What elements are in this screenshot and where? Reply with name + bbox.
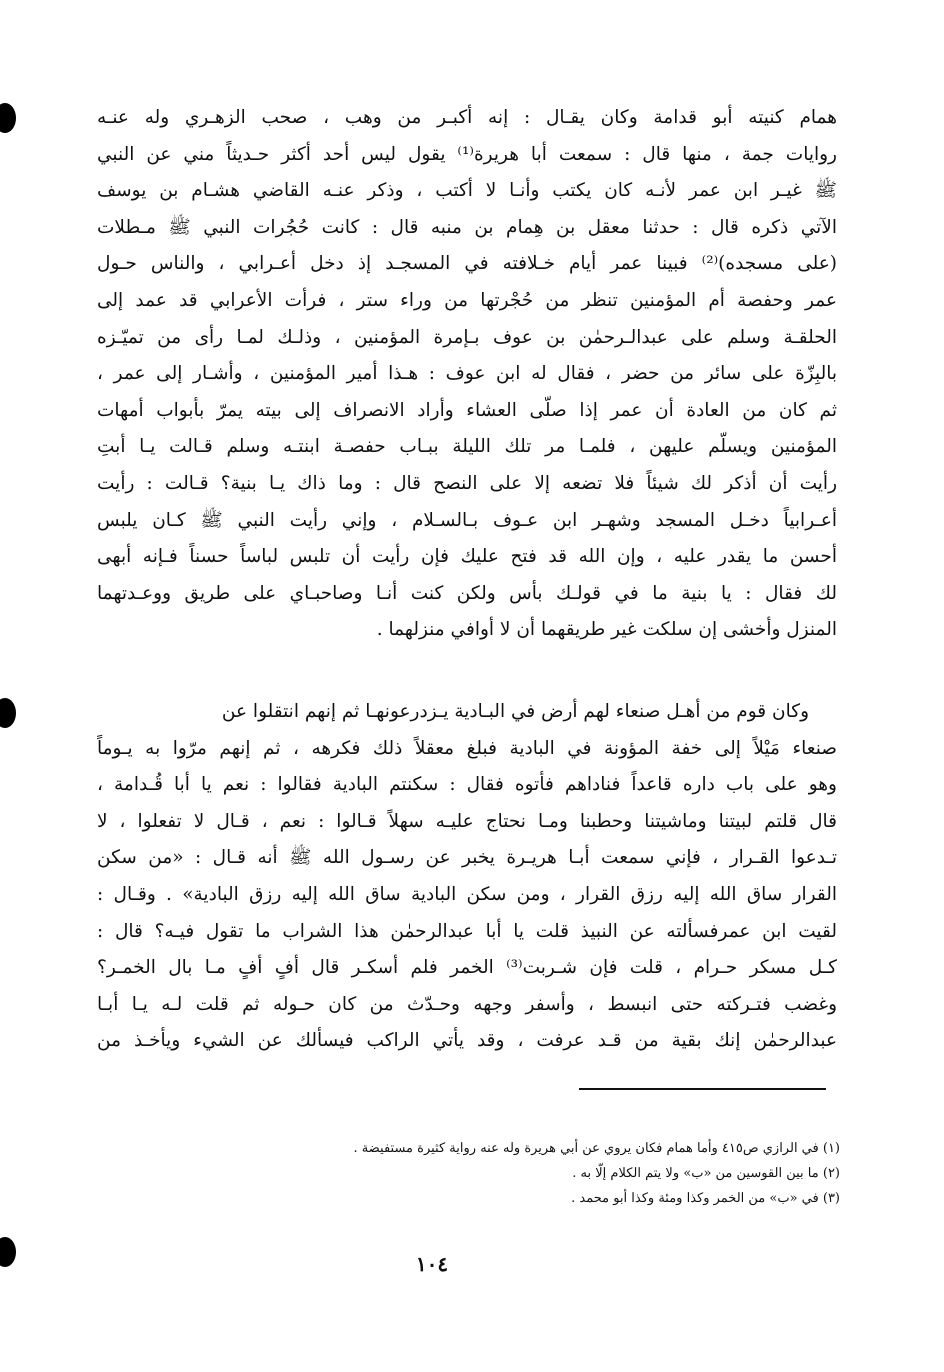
text-line: لك فقال : يا بنية ما في قولـك بأس ولكن كنت أنـا وصاحبـاي على طريق ووعـدتهما [97, 582, 837, 604]
text-line: الحلقـة وسلم على عبدالـرحمٰن بن عوف بـإمرة المؤمنين ، وذلـك لمـا رأى من تميّـزه [97, 326, 837, 348]
text-line: الآتي ذكره قال : حدثنا معقل بن هِمام بن منبه قال : كانت حُجُرات النبي ﷺ مـطلات [97, 216, 837, 238]
text-line: ثم كان من العادة أن عمر إذا صلّى العشاء وأراد الانصراف إلى بيته يمرّ بأبواب أمهات [97, 399, 837, 421]
text-line: قال قلتم لبيتنا وماشيتنا وحطبنا ومـا نحتاج عليـه سهلاً قـالوا : نعم ، قـال لا تفعلوا ، لا [97, 810, 837, 832]
text-line: المنزل وأخشى إن سلكت غير طريقهما أن لا أوافي منزلهما . [376, 619, 837, 641]
text-line: رأيت أن أذكر لك شيئاً فلا تضعه إلا على النصح قال : وما ذاك يـا بنية؟ قـالت : رأيت [97, 472, 837, 494]
text-line: همام كنيته أبو قدامة وكان يقـال : إنه أكبـر من وهب ، صحب الزهـري وله عنـه [97, 107, 837, 128]
text-line: عمر وحفصة أم المؤمنين تنظر من حُجْرتها من وراء ستر ، فرأت الأعرابي قد عمد إلى [97, 289, 837, 311]
punch-hole-mark [0, 103, 16, 133]
text-line: وهو على باب داره قاعداً فناداهم فأتوه فقال : سكنتم البادية فقالوا : نعم يا أبا قُـدامة ، [97, 774, 837, 796]
text-line: بالبِزّة على سائر من حضر ، فقال له ابن عوف : هـذا أمير المؤمنين ، وأشـار إلى عمر ، [97, 363, 837, 385]
text-line: أحسن ما يقدر عليه ، وإن الله قد فتح عليك فإن رأيت أن تلبس لباساً حسناً فـإنه أبهى [97, 546, 837, 568]
text-line: أعـرابياً دخـل المسجد وشهـر ابن عـوف بـالسـلام ، وإني رأيت النبي ﷺ كـان يلبس [97, 509, 837, 531]
paragraph-2 [97, 694, 837, 1060]
footnotes [353, 1136, 840, 1211]
text-line: صنعاء مَيْلاً إلى خفة المؤونة في البادية فبلغ معقلاً ذلك فكرهه ، ثم إنهم مرّوا به يـوماً [97, 737, 837, 759]
text-line: وكان قوم من أهـل صنعاء لهم أرض في البـادية يـزدرعونهـا ثم إنهم انتقلوا عن [221, 701, 809, 722]
text-line: المؤمنين ويسلّم عليهن ، فلمـا مر تلك الليلة ببـاب حفصـة ابنتـه وسلم قـالت يـا أبتِ [97, 436, 837, 458]
footnote: (٢) ما بين القوسين من «ب» ولا يتم الكلام إلّا به . [572, 1166, 840, 1181]
page-number: ١٠٤ [415, 1252, 449, 1276]
text-line: القرار ساق الله إليه رزق القرار ، ومن سكن البادية ساق الله إليه رزق البادية» . وقـال : [97, 883, 837, 905]
punch-hole-mark [0, 1237, 16, 1267]
text-line: ﷺ غيـر ابن عمر لأنـه كان يكتب وأنـا لا أكتب ، وذكر عنـه القاضي هشـام بن يوسف [97, 180, 837, 202]
text-line: وغضب فتـركته حتى انبسط ، وأسفر وجهه وحـدّث من كان حـوله ثم قلت لـه يـا أبـا [97, 993, 837, 1015]
text-line: عبدالرحمٰن إنك بقية من قـد عرفت ، وقد يأتي الراكب فيسألك عن الشيء ويأخـذ من [97, 1030, 837, 1052]
text-line: روايات جمة ، منها قال : سمعت أبا هريرة⁽¹⁾ يقول ليس أحد أكثر حـديثاً مني عن النبي [97, 143, 837, 165]
paragraph-1 [97, 100, 837, 649]
text-line: كـل مسكر حـرام ، قلت فإن شـربت⁽³⁾ الخمر فلم أسكـر قال أفٍ أفٍ مـا بال الخمـر؟ [97, 957, 837, 979]
footnote: (١) في الرازي ص٤١٥ وأما همام فكان يروي عن أبي هريرة وله عنه رواية كثيرة مستفيضة . [353, 1141, 840, 1156]
punch-hole-mark [0, 698, 16, 728]
footnote: (٣) في «ب» من الخمر وكذا ومئة وكذا أبو محمد . [571, 1191, 840, 1206]
text-line: تـدعوا القـرار ، فإني سمعت أبـا هريـرة يخبر عن رسـول الله ﷺ أنه قـال : «من سكن [97, 847, 837, 869]
text-line: (على مسجده)⁽²⁾ فبينا عمر أيام خـلافته في المسجـد إذ دخل أعـرابي ، والناس حـول [97, 253, 837, 275]
footnote-separator [579, 1088, 826, 1090]
text-line: لقيت ابن عمرفسألته عن النبيذ قلت يا أبا عبدالرحمٰن هذا الشراب ما تقول فيـه؟ قال : [97, 920, 837, 942]
